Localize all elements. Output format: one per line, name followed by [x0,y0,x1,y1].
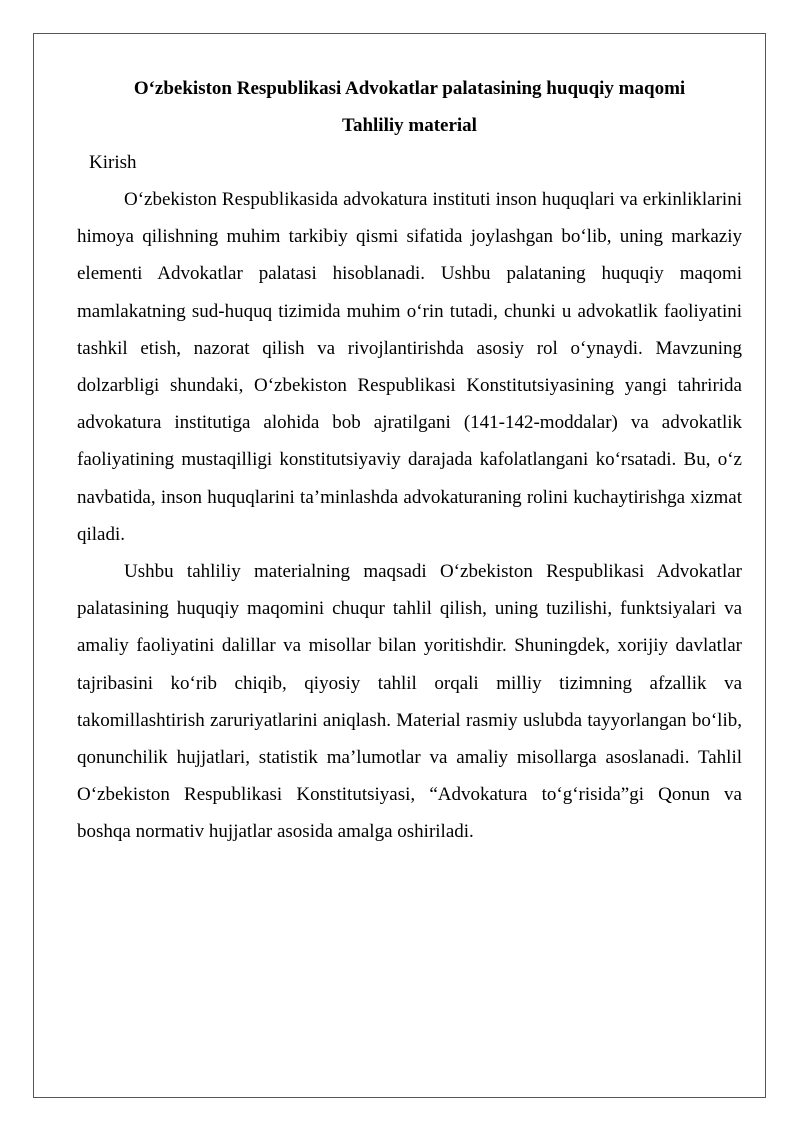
section-heading: Kirish [89,152,137,173]
paragraph: Ushbu tahliliy materialning maqsadi O‘zbekiston Respublikasi Advokatlar palatasining huquqiy maqomini chuqur tahlil qilish, uning tuzilishi, funktsiyalari va amaliy faoliyatini dalillar va misollar bilan yoritishdir. Shuningdek, xorijiy davlatlar tajribasini ko‘rib chiqib, qiyosiy tahlil orqali milliy tizimning afzallik va takomillashtirish zaruriyatlarini aniqlash. Material rasmiy uslubda tayyorlangan bo‘lib, qonunchilik hujjatlari, statistik ma’lumotlar va amaliy misollarga asoslanadi. Tahlil O‘zbekiston Respublikasi Konstitutsiyasi, “Advokatura to‘g‘risida”gi Qonun va boshqa normativ hujjatlar asosida amalga oshiriladi. [77,561,742,843]
document-subtitle: Tahliliy material [342,115,477,136]
document-title: O‘zbekiston Respublikasi Advokatlar palatasining huquqiy maqomi [133,78,686,99]
paragraph: O‘zbekiston Respublikasida advokatura instituti inson huquqlari va erkinliklarini himoya qilishning muhim tarkibiy qismi sifatida joylashgan bo‘lib, uning markaziy elementi Advokatlar palatasi hisoblanadi. Ushbu palataning huquqiy maqomi mamlakatning sud-huquq tizimida muhim o‘rin tutadi, chunki u advokatlik faoliyatini tashkil etish, nazorat qilish va rivojlantirishda asosiy rol o‘ynaydi. Mavzuning dolzarbligi shundaki, O‘zbekiston Respublikasi Konstitutsiyasining yangi tahririda advokatura institutiga alohida bob ajratilgani (141-142-moddalar) va advokatlik faoliyatining mustaqilligi konstitutsiyaviy darajada kafolatlangani ko‘rsatadi. Bu, o‘z navbatida, inson huquqlarini ta’minlashda advokaturaning rolini kuchaytirishga xizmat qiladi. [77,189,742,545]
document-body [77,70,742,851]
